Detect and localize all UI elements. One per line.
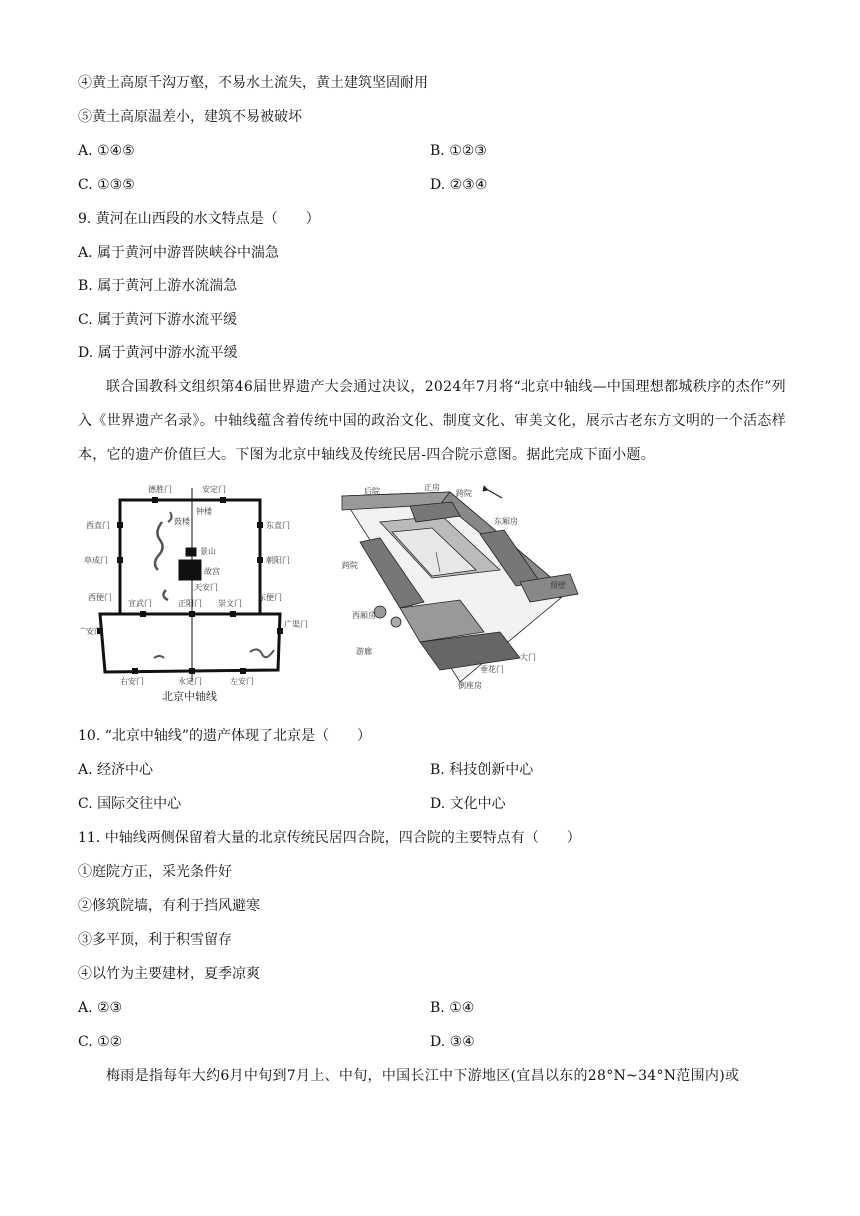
label-zhengfang: 正房 — [424, 483, 440, 492]
label-youanmen: 右安门 — [120, 677, 144, 686]
q11-option-2: ②修筑院墙，有利于挡风避寒 — [78, 898, 260, 914]
q11-option-3: ③多平顶，利于积雪留存 — [78, 932, 232, 948]
q11-option-1: ①庭院方正，采光条件好 — [78, 864, 232, 880]
q9-choice-a: A. 属于黄河中游晋陕峡谷中湍急 — [78, 245, 280, 261]
label-zuoanmen: 左安门 — [230, 677, 254, 686]
figure-svg — [80, 482, 600, 702]
q8-choice-a: A. ①④⑤ — [78, 143, 135, 159]
label-kuayuan-1: 跨院 — [456, 489, 472, 498]
label-xibianmen: 西便门 — [88, 593, 112, 602]
label-damen: 大门 — [520, 653, 536, 662]
label-fuchengmen: 阜成门 — [84, 556, 108, 565]
label-kuayuan-2: 跨院 — [342, 561, 358, 570]
map-caption: 北京中轴线 — [162, 690, 217, 702]
q11-choice-d: D. ③④ — [430, 1034, 475, 1050]
q10-stem: 10. “北京中轴线”的遗产体现了北京是（ ） — [78, 728, 372, 744]
q10-choice-a: A. 经济中心 — [78, 762, 154, 778]
figure-beijing-axis-courtyard — [80, 482, 600, 702]
label-zhengyangmen: 正阳门 — [178, 599, 202, 608]
label-zhaobi: 照壁 — [550, 581, 566, 590]
label-xizhimen: 西直门 — [86, 521, 110, 530]
label-jingshan: 景山 — [200, 547, 216, 556]
label-andingmen: 安定门 — [202, 485, 226, 494]
q9-choice-b: B. 属于黄河上游水流湍急 — [78, 278, 238, 294]
q11-choice-c: C. ①② — [78, 1034, 123, 1050]
q9-choice-d: D. 属于黄河中游水流平缓 — [78, 345, 238, 361]
label-chuihuamen: 垂花门 — [480, 665, 504, 674]
label-guanganmen: 广安门 — [80, 627, 102, 636]
label-yongdingmen: 永定门 — [178, 677, 202, 686]
label-tiananmen: 天安门 — [194, 583, 218, 592]
label-guangqumen: 广渠门 — [284, 620, 308, 629]
q11-choice-b: B. ①④ — [430, 1000, 475, 1016]
label-xuanwumen: 宣武门 — [128, 599, 152, 608]
label-dongzhimen: 东直门 — [266, 521, 290, 530]
q11-choice-a: A. ②③ — [78, 1000, 123, 1016]
q8-choice-d: D. ②③④ — [430, 177, 488, 193]
label-daozuofang: 倒座房 — [458, 681, 482, 690]
label-xixiangfang: 西厢房 — [352, 611, 376, 620]
label-dongbianmen: 东便门 — [258, 593, 282, 602]
q9-choice-c: C. 属于黄河下游水流平缓 — [78, 312, 238, 328]
siheyuan-drawing — [342, 486, 578, 682]
label-chaoyangmen: 朝阳门 — [266, 556, 290, 565]
label-youlang: 游廊 — [356, 647, 372, 656]
q11-option-4: ④以竹为主要建材，夏季凉爽 — [78, 966, 260, 982]
q8-choice-b: B. ①②③ — [430, 143, 487, 159]
label-houyuan: 后院 — [364, 487, 380, 496]
q11-stem: 11. 中轴线两侧保留着大量的北京传统民居四合院，四合院的主要特点有（ ） — [78, 830, 581, 846]
label-gugong: 故宫 — [204, 567, 220, 576]
passage-central-axis: 联合国教科文组织第46届世界遗产大会通过决议，2024年7月将“北京中轴线—中国理想都城秩序的杰作”列入《世界遗产名录》。中轴线蕴含着传统中国的政治文化、制度文化、审美文化，展示古老东方文明的一个活态样本，它的遗产价值巨大。下图为北京中轴线及传统民居-四合院示意图。据此完成下面小题。 — [78, 379, 786, 463]
q10-choice-b: B. 科技创新中心 — [430, 762, 534, 778]
q8-option-4: ④黄土高原千沟万壑，不易水土流失，黄土建筑坚固耐用 — [78, 75, 428, 91]
label-dongxiangfang: 东厢房 — [494, 517, 518, 526]
label-chongwenmen: 崇文门 — [218, 599, 242, 608]
q10-choice-d: D. 文化中心 — [430, 796, 506, 812]
label-zhonglou: 钟楼 — [196, 507, 212, 516]
q8-choice-c: C. ①③⑤ — [78, 177, 135, 193]
passage-meiyu: 梅雨是指每年大约6月中旬到7月上、中旬，中国长江中下游地区(宜昌以东的28°N~34°N范围内)或 — [106, 1068, 740, 1084]
q8-option-5: ⑤黄土高原温差小，建筑不易被破坏 — [78, 109, 302, 125]
q10-choice-c: C. 国际交往中心 — [78, 796, 182, 812]
label-gulou: 鼓楼 — [174, 517, 190, 526]
label-deshengmen: 德胜门 — [148, 485, 172, 494]
beijing-map — [97, 488, 283, 682]
q9-stem: 9. 黄河在山西段的水文特点是（ ） — [78, 211, 320, 227]
